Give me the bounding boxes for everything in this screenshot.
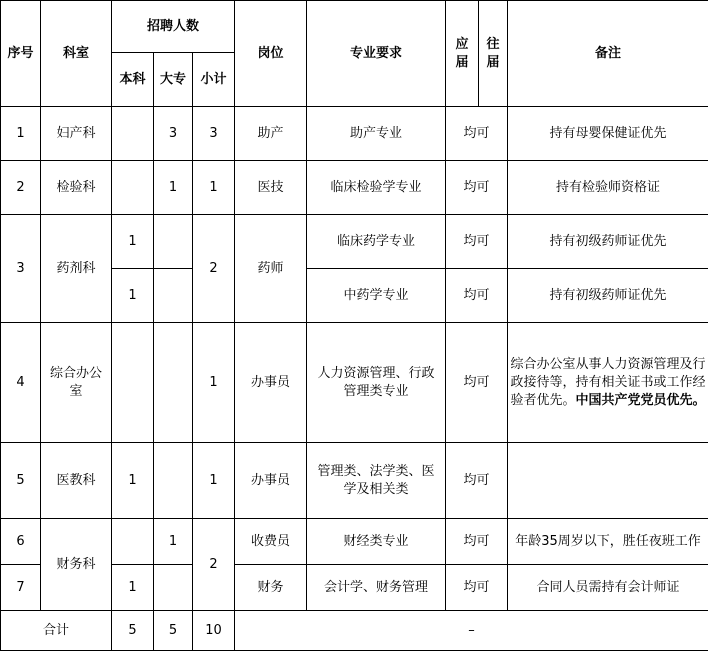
- remark-cell: 年龄35周岁以下，胜任夜班工作: [508, 519, 708, 565]
- dept-cell: 财务科: [41, 519, 112, 611]
- major-cell: 中药学专业: [307, 269, 446, 323]
- remark-cell: 持有初级药师证优先: [508, 215, 708, 269]
- seq-cell: 1: [1, 107, 41, 161]
- undergrad-cell: [112, 323, 154, 443]
- subtotal-cell: 1: [193, 323, 235, 443]
- position-cell: 收费员: [235, 519, 307, 565]
- header-position: 岗位: [235, 1, 307, 107]
- header-college: 大专: [154, 53, 193, 107]
- college-cell: [154, 443, 193, 519]
- remark-cell: [508, 323, 708, 443]
- college-cell: 1: [154, 161, 193, 215]
- table-row: [1, 161, 708, 215]
- college-cell: 3: [154, 107, 193, 161]
- position-cell: 医技: [235, 161, 307, 215]
- college-cell: [154, 323, 193, 443]
- subtotal-cell: 3: [193, 107, 235, 161]
- dept-cell: 综合办公室: [41, 323, 112, 443]
- dept-cell: 检验科: [41, 161, 112, 215]
- undergrad-cell: 1: [112, 269, 154, 323]
- subtotal-cell: 2: [193, 519, 235, 611]
- undergrad-cell: [112, 519, 154, 565]
- seq-cell: 4: [1, 323, 41, 443]
- header-major: 专业要求: [307, 1, 446, 107]
- seq-cell: 6: [1, 519, 41, 565]
- undergrad-cell: 1: [112, 565, 154, 611]
- college-cell: 1: [154, 519, 193, 565]
- major-cell: 临床检验学专业: [307, 161, 446, 215]
- position-cell: 办事员: [235, 323, 307, 443]
- remark-cell: 合同人员需持有会计师证: [508, 565, 708, 611]
- grad-cell: 均可: [446, 161, 508, 215]
- college-cell: [154, 269, 193, 323]
- grad-cell: 均可: [446, 215, 508, 269]
- dept-cell: 药剂科: [41, 215, 112, 323]
- header-count-group: 招聘人数: [112, 1, 235, 53]
- total-subtotal: 10: [193, 611, 235, 651]
- total-label: 合计: [1, 611, 112, 651]
- subtotal-cell: 1: [193, 161, 235, 215]
- remark-text: 综合办公室从事人力资源管理及行政接待等，持有相关证书或工作经验者优先。: [510, 356, 706, 408]
- total-dash: –: [235, 611, 708, 651]
- header-row: [1, 1, 708, 53]
- position-cell: 药师: [235, 215, 307, 323]
- table-row: [1, 443, 708, 519]
- seq-cell: 3: [1, 215, 41, 323]
- remark-cell: [508, 443, 708, 519]
- table-row: [1, 107, 708, 161]
- major-cell: 管理类、法学类、医学及相关类: [307, 443, 446, 519]
- college-cell: [154, 215, 193, 269]
- remark-cell: 持有检验师资格证: [508, 161, 708, 215]
- seq-cell: 2: [1, 161, 41, 215]
- header-past: 往届: [479, 1, 508, 107]
- header-subtotal: 小计: [193, 53, 235, 107]
- header-undergrad: 本科: [112, 53, 154, 107]
- college-cell: [154, 565, 193, 611]
- grad-cell: 均可: [446, 565, 508, 611]
- grad-cell: 均可: [446, 323, 508, 443]
- total-undergrad: 5: [112, 611, 154, 651]
- grad-cell: 均可: [446, 443, 508, 519]
- total-college: 5: [154, 611, 193, 651]
- seq-cell: 7: [1, 565, 41, 611]
- subtotal-cell: 2: [193, 215, 235, 323]
- dept-cell: 医教科: [41, 443, 112, 519]
- header-remark: 备注: [508, 1, 708, 107]
- total-row: [1, 611, 708, 651]
- major-cell: 临床药学专业: [307, 215, 446, 269]
- major-cell: 助产专业: [307, 107, 446, 161]
- undergrad-cell: [112, 107, 154, 161]
- major-cell: 财经类专业: [307, 519, 446, 565]
- table-row: [1, 519, 708, 565]
- table-row: [1, 323, 708, 443]
- position-cell: 财务: [235, 565, 307, 611]
- undergrad-cell: 1: [112, 215, 154, 269]
- header-seq: 序号: [1, 1, 41, 107]
- grad-cell: 均可: [446, 519, 508, 565]
- position-cell: 助产: [235, 107, 307, 161]
- position-cell: 办事员: [235, 443, 307, 519]
- remark-cell: 持有母婴保健证优先: [508, 107, 708, 161]
- dept-cell: 妇产科: [41, 107, 112, 161]
- seq-cell: 5: [1, 443, 41, 519]
- subtotal-cell: 1: [193, 443, 235, 519]
- undergrad-cell: 1: [112, 443, 154, 519]
- header-dept: 科室: [41, 1, 112, 107]
- grad-cell: 均可: [446, 107, 508, 161]
- remark-cell: 持有初级药师证优先: [508, 269, 708, 323]
- major-cell: 会计学、财务管理: [307, 565, 446, 611]
- remark-bold-text: 中国共产党党员优先。: [575, 392, 706, 408]
- major-cell: 人力资源管理、行政管理类专业: [307, 323, 446, 443]
- undergrad-cell: [112, 161, 154, 215]
- grad-cell: 均可: [446, 269, 508, 323]
- table-row: [1, 215, 708, 269]
- header-fresh: 应届: [446, 1, 479, 107]
